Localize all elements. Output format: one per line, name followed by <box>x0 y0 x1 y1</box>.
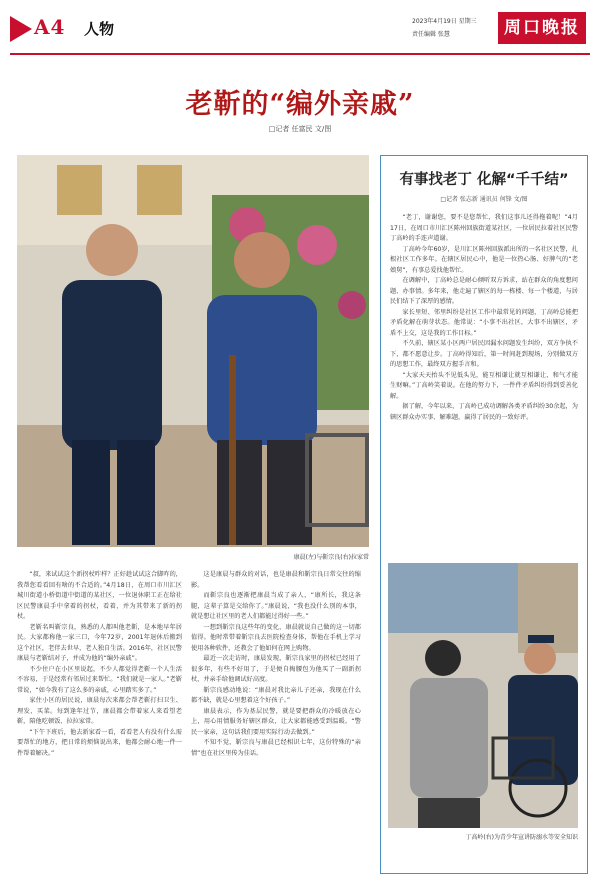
paragraph: 在调解中，丁高岭总是耐心倾听双方诉求，站在群众的角度想问题、办事情。多年来，他走遍了辖区的每一栋楼、每一个楼道，与居民们结下了深厚的感情。 <box>390 277 578 305</box>
article-byline: □记者 任富民 文/图 <box>268 125 332 133</box>
paragraph: 不知不觉，靳宗良与康晨已经相识七年，这份特殊的“亲情”也在社区里传为佳话。 <box>191 739 361 757</box>
sidebar-column <box>390 213 578 533</box>
section-title: 人物 <box>84 20 115 38</box>
issue-date: 2023年4月19日 星期三 <box>412 18 477 25</box>
paragraph: 而靳宗良也逐渐把康晨当成了亲人，“康所长，我这条腿，这辈子算是交给你了。”康晨说，“我也没什么别的本事，就是想让社区里的老人们都能过得好一些。” <box>191 592 361 620</box>
paragraph: 最近一次走访时，康晨发现，靳宗良家里的拐杖已经用了很多年，有些不好用了，于是便自掏腰包为他买了一副新拐杖，并亲手给他调试好高度。 <box>191 655 361 683</box>
main-photo <box>17 155 369 547</box>
paragraph: “下午下班后，他去新家看一看，看看老人有没有什么需要帮忙的地方，把日常的烦恼说出来，他都会耐心地一件一件帮着解决。” <box>17 728 182 757</box>
paragraph: 不久前，辖区某小区两户居民因漏水问题发生纠纷，双方争执不下，都不愿意让步。丁高岭得知后，第一时间赶到现场，分别做双方的思想工作，最终双方握手言和。 <box>390 340 578 368</box>
paragraph: 老靳名叫靳宗良，熟悉的人都叫他老靳，是本地早年居民。大家都称他一家三口，今年72岁，2001年退休后搬到这个社区，老伴去世早，老人独自生活。2016年，社区民警康晨与老靳结对子，并成为他的“编外亲戚”。 <box>17 623 182 662</box>
paragraph: 家住小区的居民说，康晨每次来都会帮老靳打扫卫生、理发、买菜。每到逢年过节，康晨都会带着家人来看望老靳，陪他吃顿饭、拉拉家常。 <box>17 697 182 725</box>
paragraph: 靳宗良感动地说：“康晨对我比亲儿子还亲，我现在什么都不缺，就是心里想着这个好孩子。” <box>191 686 361 704</box>
article-title: 老靳的“编外亲戚” <box>185 89 415 120</box>
main-photo-caption: 康晨(左)与靳宗良(右)拉家常 <box>293 554 369 561</box>
article-column-2 <box>191 570 361 870</box>
sidebar-title: 有事找老丁 化解“千千结” <box>399 172 569 188</box>
paragraph: “老丁，谢谢您，要不是您帮忙，我们这事儿还得拖着呢！”4月17日，在周口市川汇区陈州回族街道某社区，一位居民拉着社区民警丁高岭的手连声道谢。 <box>390 214 578 242</box>
paragraph: 家长里短、邻里纠纷是社区工作中最常见的问题，丁高岭总能把矛盾化解在萌芽状态。他常说：“小事不出社区，大事不出辖区，矛盾不上交，这是我的工作目标。” <box>390 308 578 337</box>
paragraph: 丁高岭今年60岁，是川汇区陈州回族派出所的一名社区民警，扎根社区工作多年。在辖区居民心中，他是一位热心肠、好脾气的“老娘舅”，有事总爱找他帮忙。 <box>390 245 578 274</box>
paragraph: 一想到靳宗良这些年的变化，康晨就说自己做的这一切都值得。他时常带着靳宗良去医院检查身体，帮他在手机上学习使用各种软件，还教会了他如何在网上购物。 <box>191 623 361 652</box>
paragraph: 不少住户在小区里说起，不少人都觉得老靳一个人生活不容易，于是经常有邻居过来帮忙。“我们就是一家人。”老靳常说，“如今我有了这么多的亲戚，心里踏实多了。” <box>17 665 182 694</box>
sidebar-photo-caption: 丁高岭(右)为青少年宣讲防溺水等安全知识 <box>465 834 578 841</box>
article-column-1 <box>17 570 182 870</box>
paragraph: 这是康晨与群众的对话，也是康晨和靳宗良日常交往的缩影。 <box>191 571 361 589</box>
section-arrow-icon <box>10 16 32 42</box>
paragraph: “叔，来试试这个新拐杖咋样？正好趁试试这合脚咋的，我帮您看看回有啥的不合适的。”4月18日，在周口市川汇区城川街道小桥街道中街道的某社区，一位退休职工正在给社区民警康晨手中拿着的拐杖，看着，并为其带来了新的拐杖。 <box>17 571 182 620</box>
header-divider <box>10 53 590 55</box>
sidebar-photo <box>388 563 578 828</box>
newspaper-logo: 周口晚报 <box>498 12 586 44</box>
paragraph: “大家天天抬头不见低头见，能互相谦让就互相谦让，和气才能生财嘛。”丁高岭笑着说。在他的努力下，一件件矛盾纠纷得到妥善化解。 <box>390 371 578 400</box>
editor-credit: 责任编辑 张慧 <box>412 31 450 38</box>
paragraph: 康晨表示，作为基层民警，就是要把群众的冷暖放在心上，用心用情服务好辖区群众，让大家都能感受到温暖。“警民一家亲，这句话我们要用实际行动去做到。” <box>191 707 361 736</box>
paragraph: 据了解，今年以来，丁高岭已成功调解各类矛盾纠纷30余起，为辖区群众办实事、解难题，赢得了居民的一致好评。 <box>390 403 578 421</box>
page-number: A4 <box>34 15 66 39</box>
sidebar-byline: □记者 张志新 通讯员 何锋 文/图 <box>440 196 528 203</box>
